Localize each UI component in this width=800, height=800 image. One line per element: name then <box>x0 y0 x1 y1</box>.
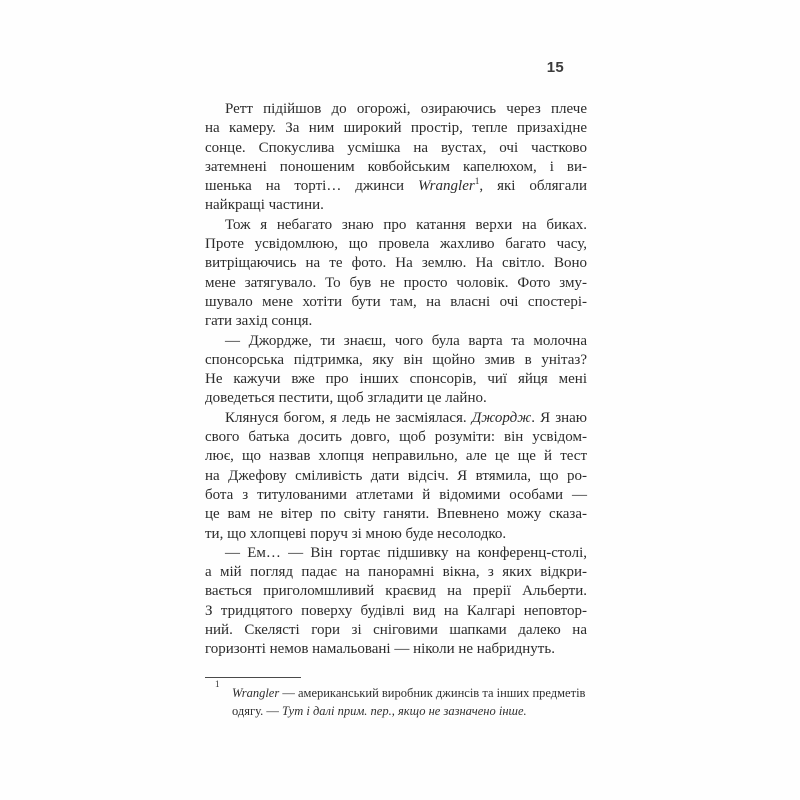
text-line: Клянуся богом, я ледь не засміялася. Джордж. Я знаю <box>225 409 588 426</box>
paragraph <box>205 544 587 660</box>
text-line: лює, що назвав хлопця неправильно, але це ще й тест <box>205 448 587 465</box>
text-line: Ретт підійшов до огорожі, озираючись через плече <box>225 101 587 117</box>
footnote-rule <box>205 677 301 678</box>
text-line: на Джефову сміливість дати відсіч. Я втямила, що ро- <box>205 467 587 484</box>
paragraph <box>205 100 587 216</box>
footnote: 1 Wrangler — американський виробник джинсів та інших предметів одягу. — Тут і далі прим. пер., якщо не зазначено інше. <box>205 684 587 720</box>
text-line: вається приголомшливий краєвид на прерії Альберти. <box>205 583 587 600</box>
text-line: мене затягувало. То був не просто чоловік. Фото зму- <box>205 274 587 291</box>
text-line: затемнені поношеним ковбойським капелюхом, і ви- <box>205 158 587 175</box>
paragraph <box>205 409 587 544</box>
text-line: свого батька досить довго, щоб розуміти: він усвідом- <box>205 429 587 446</box>
paragraph <box>205 332 587 409</box>
text-line: ний. Скелясті гори зі сніговими шапками далеко на <box>205 622 587 639</box>
text-line: Проте усвідомлюю, що провела жахливо багато часу, <box>205 236 587 253</box>
text-line: на камеру. За ним широкий простір, тепле призахідне <box>205 120 587 137</box>
text-line: горизонті немов намальовані — ніколи не набриднуть. <box>205 641 555 658</box>
text-line: З тридцятого поверху будівлі вид на Калгарі неповтор- <box>205 602 587 619</box>
text-line: витріщаючись на те фото. На землю. На світло. Воно <box>205 255 587 272</box>
page-number: 15 <box>546 59 564 76</box>
text-line: гати захід сонця. <box>205 313 313 330</box>
text-line: бота з титулованими атлетами й відомими особами — <box>205 486 587 503</box>
text-line: сонце. Спокуслива усмішка на вустах, очі частково <box>205 139 587 156</box>
text-line: шенька на торті… джинси Wrangler$^1$, які облягали <box>205 177 587 195</box>
text-line: Не кажучи вже про інших спонсорів, чиї яйця мені <box>205 371 587 388</box>
footnote-line: одягу. — Тут і далі прим. пер., якщо не зазначено інше. <box>232 704 527 718</box>
footnote-line: Wrangler — американський виробник джинсів та інших предметів <box>232 686 586 700</box>
text-line: спонсорська підтримка, яку він щойно змив в унітаз? <box>205 351 587 368</box>
text-line: ти, що хлопцеві поруч зі мною буде несолодко. <box>205 525 507 542</box>
text-line: Тож я небагато знаю про катання верхи на биках. <box>225 216 587 233</box>
page-body <box>205 100 587 660</box>
text-line: а мій погляд падає на панорамні вікна, з яких відкри- <box>205 564 587 581</box>
text-line: — Джордже, ти знаєш, чого була варта та молочна <box>225 332 587 349</box>
text-line: доведеться пестити, щоб згладити це лайно. <box>205 390 487 407</box>
paragraph <box>205 216 587 332</box>
footnote-lines <box>205 684 587 720</box>
text-line: — Ем… — Він гортає підшивку на конференц-столі, <box>225 544 587 561</box>
text-line: найкращі частини. <box>205 197 324 214</box>
text-line: це вам не вітер по світу ганяти. Впевнено можу сказа- <box>205 506 587 523</box>
text-line: шувало мене хотіти бути там, на власні очі спостері- <box>205 293 587 310</box>
